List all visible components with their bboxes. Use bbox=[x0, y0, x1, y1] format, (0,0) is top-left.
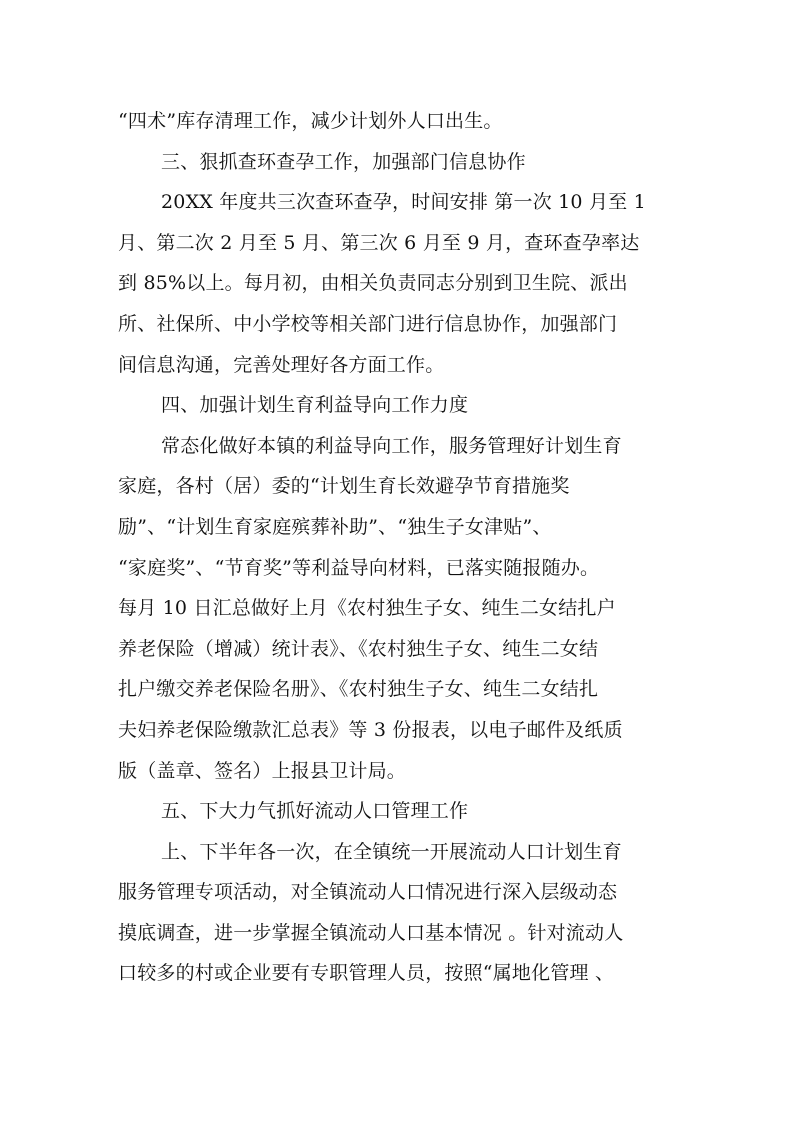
section-heading: 四、加强计划生育利益导向工作力度 bbox=[161, 394, 469, 417]
paragraph-line: 月、第二次 2 月至 5 月、第三次 6 月至 9 月，查环查孕率达 bbox=[118, 231, 640, 254]
paragraph-line: 版（盖章、签名）上报县卫计局。 bbox=[118, 759, 407, 782]
paragraph-line: 所、社保所、中小学校等相关部门进行信息协作，加强部门 bbox=[118, 312, 618, 335]
paragraph-line: 上、下半年各一次，在全镇统一开展流动人口计划生育 bbox=[161, 840, 622, 863]
paragraph-line: 养老保险（增减）统计表》、《农村独生子女、纯生二女结 bbox=[118, 637, 599, 660]
paragraph-line: “四术”库存清理工作，减少计划外人口出生。 bbox=[118, 110, 503, 132]
paragraph-line: 20XX 年度共三次查环查孕，时间安排 第一次 10 月至 1 bbox=[161, 191, 646, 214]
paragraph-line: 励”、“计划生育家庭殡葬补助”、“独生子女津贴”、 bbox=[118, 515, 552, 538]
paragraph-line: 每月 10 日汇总做好上月《农村独生子女、纯生二女结扎户 bbox=[118, 597, 616, 620]
paragraph-line: 常态化做好本镇的利益导向工作，服务管理好计划生育 bbox=[161, 434, 622, 457]
paragraph-line: 间信息沟通，完善处理好各方面工作。 bbox=[118, 353, 445, 376]
paragraph-line: 家庭，各村（居）委的“计划生育长效避孕节育措施奖 bbox=[118, 475, 570, 498]
paragraph-line: “家庭奖”、“节育奖”等利益导向材料，已落实随报随办。 bbox=[118, 556, 600, 579]
paragraph-line: 服务管理专项活动，对全镇流动人口情况进行深入层级动态 bbox=[118, 881, 618, 904]
paragraph-line: 扎户缴交养老保险名册》、《农村独生子女、纯生二女结扎 bbox=[118, 678, 599, 701]
section-heading: 五、下大力气抓好流动人口管理工作 bbox=[161, 800, 469, 823]
section-heading: 三、狠抓查环查孕工作，加强部门信息协作 bbox=[161, 150, 526, 173]
document-body bbox=[118, 101, 678, 994]
paragraph-line: 口较多的村或企业要有专职管理人员，按照“属地化管理 、 bbox=[118, 962, 615, 985]
paragraph-line: 到 85%以上。每月初，由相关负责同志分别到卫生院、派出 bbox=[118, 272, 628, 295]
paragraph-line: 夫妇养老保险缴款汇总表》等 3 份报表，以电子邮件及纸质 bbox=[118, 718, 623, 741]
paragraph-line: 摸底调查，进一步掌握全镇流动人口基本情况 。针对流动人 bbox=[118, 921, 624, 944]
